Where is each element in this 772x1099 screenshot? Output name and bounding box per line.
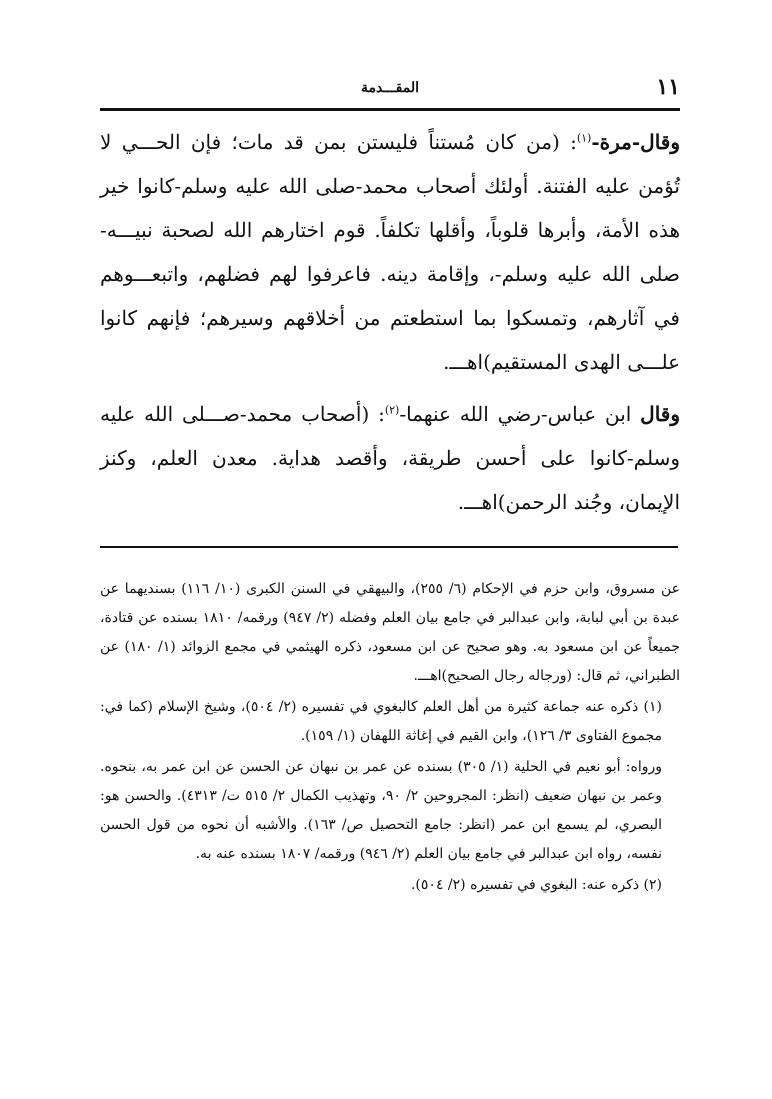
paragraph-2-text: : (أصحاب محمد-صـــلى الله عليه وسلم-كانوا على أحسن طريقة، وأقصد هداية. معدن العلم، وكنز الإيمان، وجُند الرحمن)اهـــ. bbox=[100, 402, 680, 514]
paragraph-2-speaker: ابن عباس-رضي الله عنهما- bbox=[399, 402, 641, 426]
paragraph-1-lead: وقال-مرة- bbox=[591, 130, 680, 154]
paragraph-1 bbox=[100, 120, 680, 384]
page-number: ١١ bbox=[656, 74, 680, 100]
header-rule bbox=[100, 108, 680, 111]
paragraph-2-lead: وقال bbox=[640, 402, 680, 426]
footnote-separator bbox=[100, 546, 678, 548]
footnote-2: (٢) ذكره عنه: البغوي في تفسيره (٢/ ٥٠٤). bbox=[410, 877, 662, 893]
page-header bbox=[100, 70, 680, 108]
paragraph-2 bbox=[100, 392, 680, 524]
footnote-ref-2: (٢) bbox=[384, 403, 400, 417]
footnote-1: (١) ذكره عنه جماعة كثيرة من أهل العلم كالبغوي في تفسيره (٢/ ٥٠٤)، وشيخ الإسلام (كما في: مجموع الفتاوى ٣/ ١٢٦)، وابن القيم في إغاثة اللهفان (١/ ١٥٩). bbox=[100, 699, 662, 744]
footnotes bbox=[100, 575, 680, 902]
main-text bbox=[100, 120, 680, 532]
paragraph-1-text: : (من كان مُستناً فليستن بمن قد مات؛ فإن الحـــي لا تُؤمن عليه الفتنة. أولئك أصحاب محمد-صلى الله عليه وسلم-كانوا خير هذه الأمة، وأبرها قلوباً، وأقلها تكلفاً. قوم اختارهم الله لصحبة نبيـــه-صلى الله عليه وسلم-، وإقامة دينه. فاعرفوا لهم فضلهم، واتبعـــوهم في آثارهم، وتمسكوا بما استطعتم من أخلاقهم وسيرهم؛ فإنهم كانوا علـــى الهدى المستقيم)اهـــ. bbox=[100, 130, 680, 374]
running-title: المقـــدمة bbox=[361, 80, 419, 96]
footnote-1-continued: ورواه: أبو نعيم في الحلية (١/ ٣٠٥) بسنده عن عمر بن نبهان عن الحسن عن ابن عمر به، بنحوه. وعمر بن نبهان ضعيف (انظر: المجروحين ٢/ ٩٠، وتهذيب الكمال ٢/ ٥١٥ ت/ ٤٣١٣). والحسن هو: البصري، لم يسمع ابن عمر (انظر: جامع التحصيل ص/ ١٦٣). والأشبه أن نحوه من قول الحسن نفسه، رواه ابن عبدالبر في جامع بيان العلم (٢/ ٩٤٦) ورقمه/ ١٨٠٧ بسنده عنه به. bbox=[100, 759, 663, 862]
footnote-ref-1: (١) bbox=[576, 131, 592, 145]
footnote-continuation: عن مسروق، وابن حزم في الإحكام (٦/ ٢٥٥)، والبيهقي في السنن الكبرى (١٠/ ١١٦) بسنديهما عن عبدة بن أبي لبابة، وابن عبدالبر في جامع بيان العلم وفضله (٢/ ٩٤٧) ورقمه/ ١٨١٠ بسنده عن قتادة، جميعاً عن ابن مسعود به. وهو صحيح عن ابن مسعود، ذكره الهيثمي في مجمع الزوائد (١/ ١٨٠) عن الطبراني، ثم قال: (ورجاله رجال الصحيح)اهـــ. bbox=[100, 581, 681, 684]
